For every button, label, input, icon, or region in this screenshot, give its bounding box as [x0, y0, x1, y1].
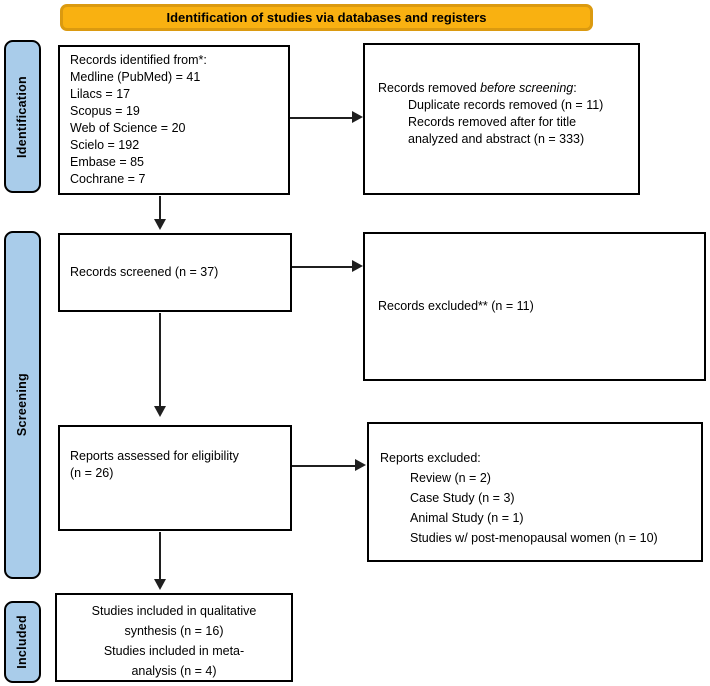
box-records-removed	[363, 43, 640, 195]
arrow-identified-to-screened-line	[159, 196, 161, 221]
records-excluded-text: Records excluded** (n = 11)	[378, 299, 534, 313]
box-records-screened	[58, 233, 292, 312]
arrow-right-icon	[355, 459, 366, 471]
records-identified-line: Lilacs = 17	[70, 87, 131, 101]
records-identified-line: Scopus = 19	[70, 104, 140, 118]
stage-label-identification-text: Identification	[15, 75, 29, 158]
records-identified-line: Embase = 85	[70, 155, 145, 169]
records-removed-title-suffix: :	[573, 81, 577, 95]
arrow-screened-to-assessed-line	[159, 313, 161, 408]
arrow-down-icon	[154, 579, 166, 590]
box-reports-assessed	[58, 425, 292, 531]
arrow-assessed-to-included-line	[159, 532, 161, 581]
studies-included-line: Studies included in qualitative	[91, 604, 257, 618]
records-removed-title	[378, 80, 632, 97]
studies-included-line: Studies included in meta-	[103, 644, 245, 658]
records-identified-line: Medline (PubMed) = 41	[70, 70, 201, 84]
studies-included-line: synthesis (n = 16)	[124, 624, 224, 638]
reports-assessed-line: (n = 26)	[70, 466, 114, 480]
records-removed-title-prefix: Records removed	[378, 81, 481, 95]
stage-label-identification	[4, 40, 41, 193]
stage-label-included	[4, 601, 41, 683]
reports-excluded-title: Reports excluded:	[380, 451, 481, 465]
stage-label-screening-text: Screening	[15, 373, 29, 437]
reports-excluded-item: Case Study (n = 3)	[410, 491, 515, 505]
reports-excluded-item: Studies w/ post-menopausal women (n = 10)	[410, 531, 658, 545]
arrow-down-icon	[154, 219, 166, 230]
records-removed-item: analyzed and abstract (n = 333)	[408, 132, 585, 146]
box-reports-excluded	[367, 422, 703, 562]
box-records-identified	[58, 45, 290, 195]
stage-label-screening	[4, 231, 41, 579]
records-identified-line: Scielo = 192	[70, 138, 140, 152]
reports-assessed-line: Reports assessed for eligibility	[70, 449, 239, 463]
reports-excluded-item: Review (n = 2)	[410, 471, 491, 485]
arrow-right-icon	[352, 260, 363, 272]
banner-title: Identification of studies via databases and registers	[60, 4, 593, 31]
records-identified-line: Web of Science = 20	[70, 121, 186, 135]
records-removed-item: Duplicate records removed (n = 11)	[408, 98, 604, 112]
arrow-screened-to-excluded-line	[292, 266, 353, 268]
records-screened-text: Records screened (n = 37)	[70, 265, 219, 279]
stage-label-included-text: Included	[15, 615, 29, 669]
records-removed-title-em: before screening	[480, 81, 574, 95]
arrow-identified-to-removed-line	[290, 117, 353, 119]
records-removed-item: Records removed after for title	[408, 115, 577, 129]
arrow-right-icon	[352, 111, 363, 123]
arrow-assessed-to-reports-excluded-line	[292, 465, 356, 467]
reports-excluded-item: Animal Study (n = 1)	[410, 511, 524, 525]
records-identified-line: Cochrane = 7	[70, 172, 146, 186]
records-identified-line: Records identified from*:	[70, 53, 207, 67]
studies-included-line: analysis (n = 4)	[131, 664, 217, 678]
arrow-down-icon	[154, 406, 166, 417]
box-records-excluded	[363, 232, 706, 381]
box-studies-included	[55, 593, 293, 682]
